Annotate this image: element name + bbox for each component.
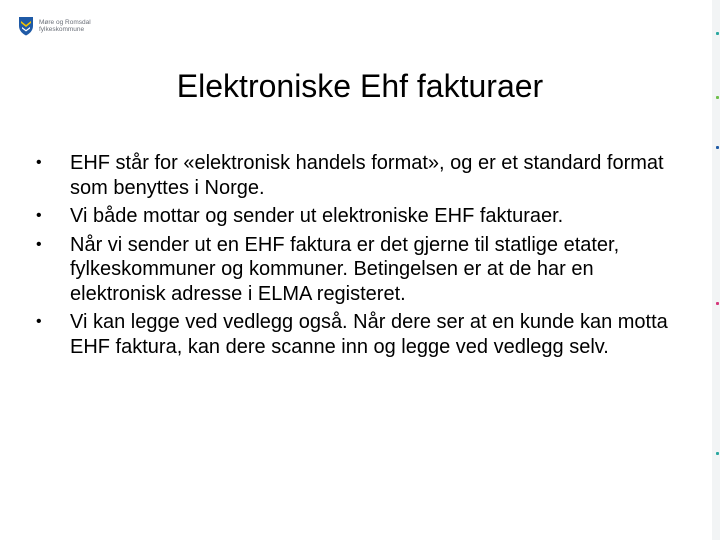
bullet-icon: • [36,235,42,253]
bullet-icon: • [36,207,42,224]
logo-line-2: fylkeskommune [39,26,85,33]
bullet-text: Vi både mottar og sender ut elektroniske EHF fakturaer. [70,205,564,227]
logo [18,16,91,36]
bullet-text: EHF står for «elektronisk handels format», og er et standard format som benyttes i Norge. [70,152,664,199]
bullet-text: Når vi sender ut en EHF faktura er det gjerne til statlige etater, fylkeskommuner og kommuner. Betingelsen er at de har en elektronisk adresse i ELMA registeret. [70,233,620,305]
logo-text [39,19,91,34]
bullet-icon: • [36,154,42,171]
bullet-item [36,310,686,359]
edge-marker [716,302,719,305]
logo-line-1: Møre og Romsdal [39,18,91,26]
edge-marker [716,32,719,35]
edge-marker [716,452,719,455]
edge-marker [716,96,719,99]
bullet-text: Vi kan legge ved vedlegg også. Når dere ser at en kunde kan motta EHF faktura, kan dere scanne inn og legge ved vedlegg selv. [70,311,668,358]
bullet-item [36,204,686,229]
bullet-icon: • [36,313,42,330]
bullet-item [36,151,686,200]
edge-decoration [712,0,720,540]
slide-title: Elektroniske Ehf fakturaer [176,68,544,104]
edge-marker [716,146,719,149]
coat-of-arms-icon [18,16,34,36]
bullet-list [36,151,686,363]
bullet-item [36,233,686,307]
